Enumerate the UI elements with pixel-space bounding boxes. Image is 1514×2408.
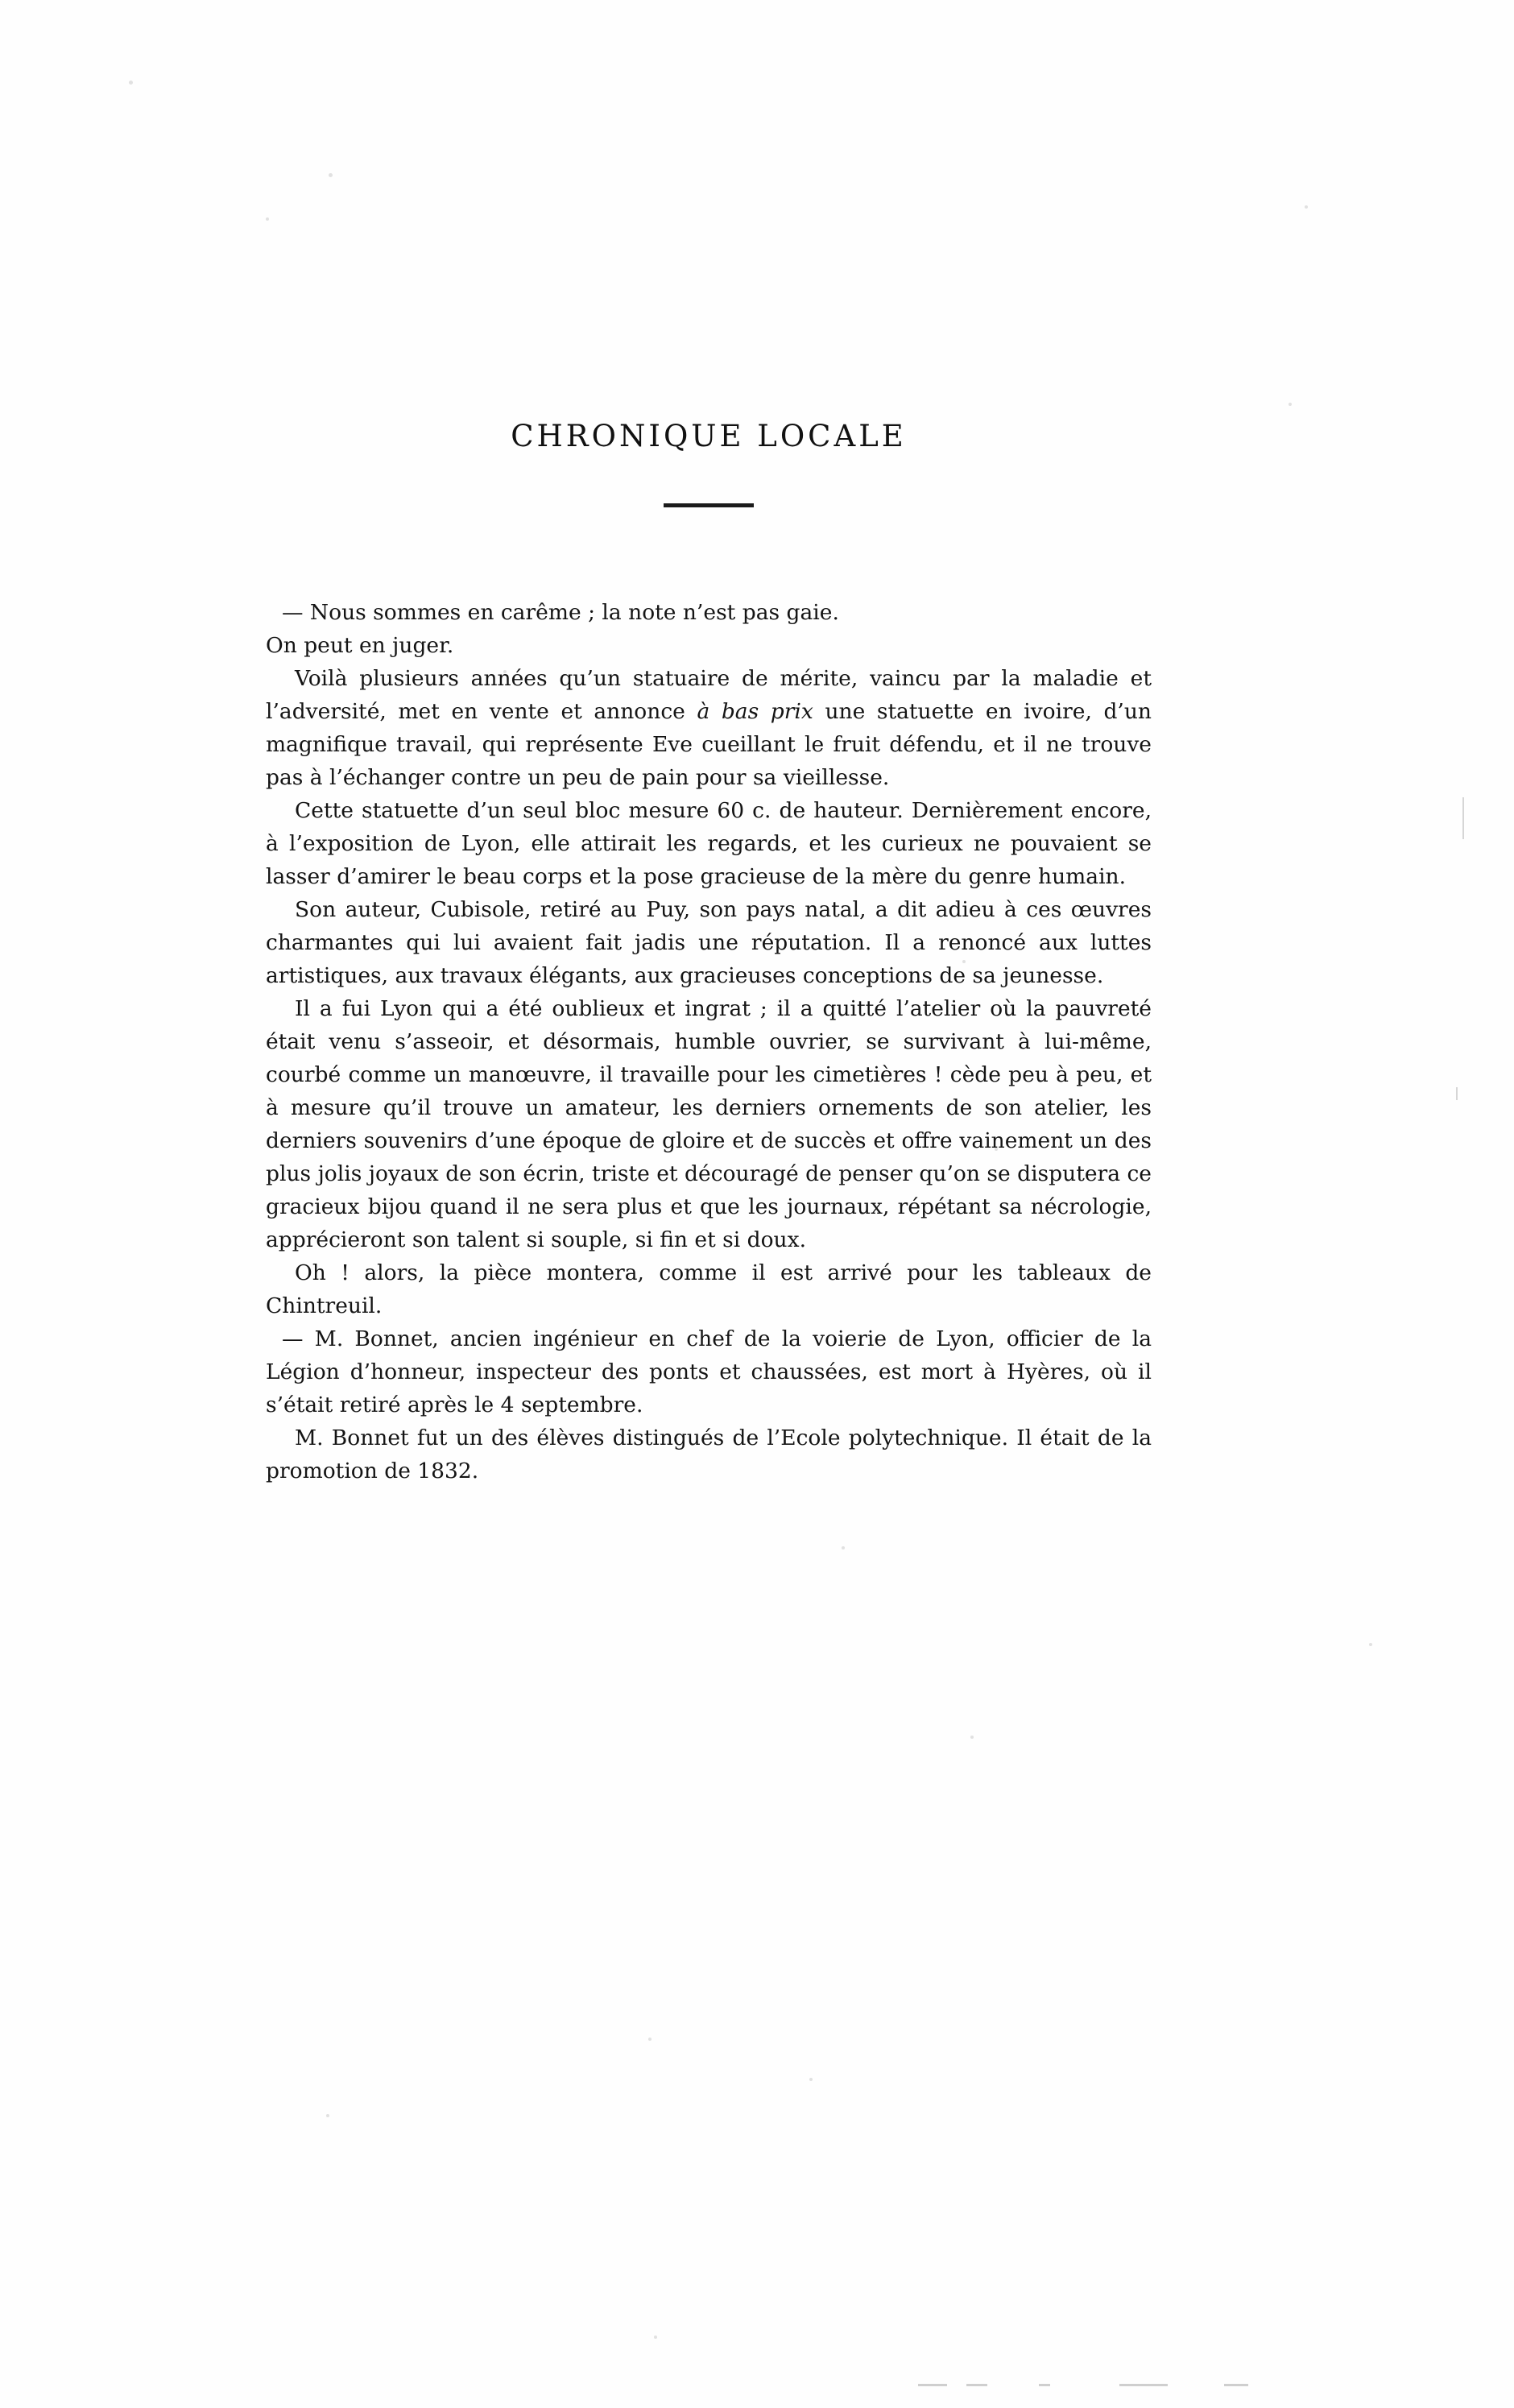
emphasized-phrase: à bas prix [697,699,813,724]
paragraph: On peut en juger. [266,633,454,658]
paragraph-text: Voilà plusieurs années qu’un statuaire de mérite, vaincu par la maladie et l’adversité, met en vente et annonce à bas prix une statuette en ivoire, d’un magnifique travail, qui représente Eve cueillant le fruit défendu, et il ne trouve pas à l’échanger contre un peu de pain pour sa vieillesse. [266,666,1152,790]
scan-speckle [654,2336,657,2339]
article-paragraphs [266,596,1152,1487]
page-title: CHRONIQUE LOCALE [511,419,907,453]
paragraph: Oh ! alors, la pièce montera, comme il est arrivé pour les tableaux de Chintreuil. [266,1260,1152,1318]
paragraph [266,662,1152,794]
scan-speckle [1369,1643,1372,1646]
scan-speckle [129,81,133,85]
scan-speckle [809,2078,813,2081]
scan-speckle [970,1736,974,1739]
paragraph: — Nous sommes en carême ; la note n’est pas gaie. [282,600,839,625]
page-edge-mark [1456,1087,1458,1100]
paragraph: Il a fui Lyon qui a été oublieux et ingrat ; il a quitté l’atelier où la pauvreté était venu s’asseoir, et désormais, humble ouvrier, se survivant à lui-même, courbé comme un manœuvre, il travaille pour les cimetières ! cède peu à peu, et à mesure qu’il trouve un amateur, les derniers ornements de son atelier, les derniers souvenirs d’une époque de gloire et de succès et offre vainement un des plus jolis joyaux de son écrin, triste et découragé de penser qu’on se disputera ce gracieux bijou quand il ne sera plus et que les journaux, répétant sa nécrologie, apprécieront son talent si souple, si fin et si doux. [266,996,1152,1252]
paragraph: M. Bonnet fut un des élèves distingués de l’Ecole polytechnique. Il était de la promotion de 1832. [266,1425,1152,1483]
scan-speckle [329,173,333,177]
scan-speckle [326,2114,329,2117]
article-body [266,419,1152,1487]
page-bottom-marks [0,2379,1514,2390]
paragraph: Cette statuette d’un seul bloc mesure 60 c. de hauteur. Dernièrement encore, à l’exposition de Lyon, elle attirait les regards, et les curieux ne pouvaient se lasser d’amirer le beau corps et la pose gracieuse de la mère du genre humain. [266,798,1152,889]
paragraph: Son auteur, Cubisole, retiré au Puy, son pays natal, a dit adieu à ces œuvres charmantes qui lui avaient fait jadis une réputation. Il a renoncé aux luttes artistiques, aux travaux élégants, aux gracieuses conceptions de sa jeunesse. [266,897,1152,988]
title-divider-rule [664,503,754,507]
paragraph: — M. Bonnet, ancien ingénieur en chef de la voierie de Lyon, officier de la Légion d’honneur, inspecteur des ponts et chaussées, est mort à Hyères, où il s’était retiré après le 4 septembre. [266,1326,1152,1417]
page-edge-mark [1462,797,1464,839]
scan-speckle [266,217,269,221]
scan-speckle [1289,403,1292,406]
scan-speckle [842,1546,845,1549]
scan-speckle [648,2038,652,2041]
scan-speckle [1305,205,1308,209]
